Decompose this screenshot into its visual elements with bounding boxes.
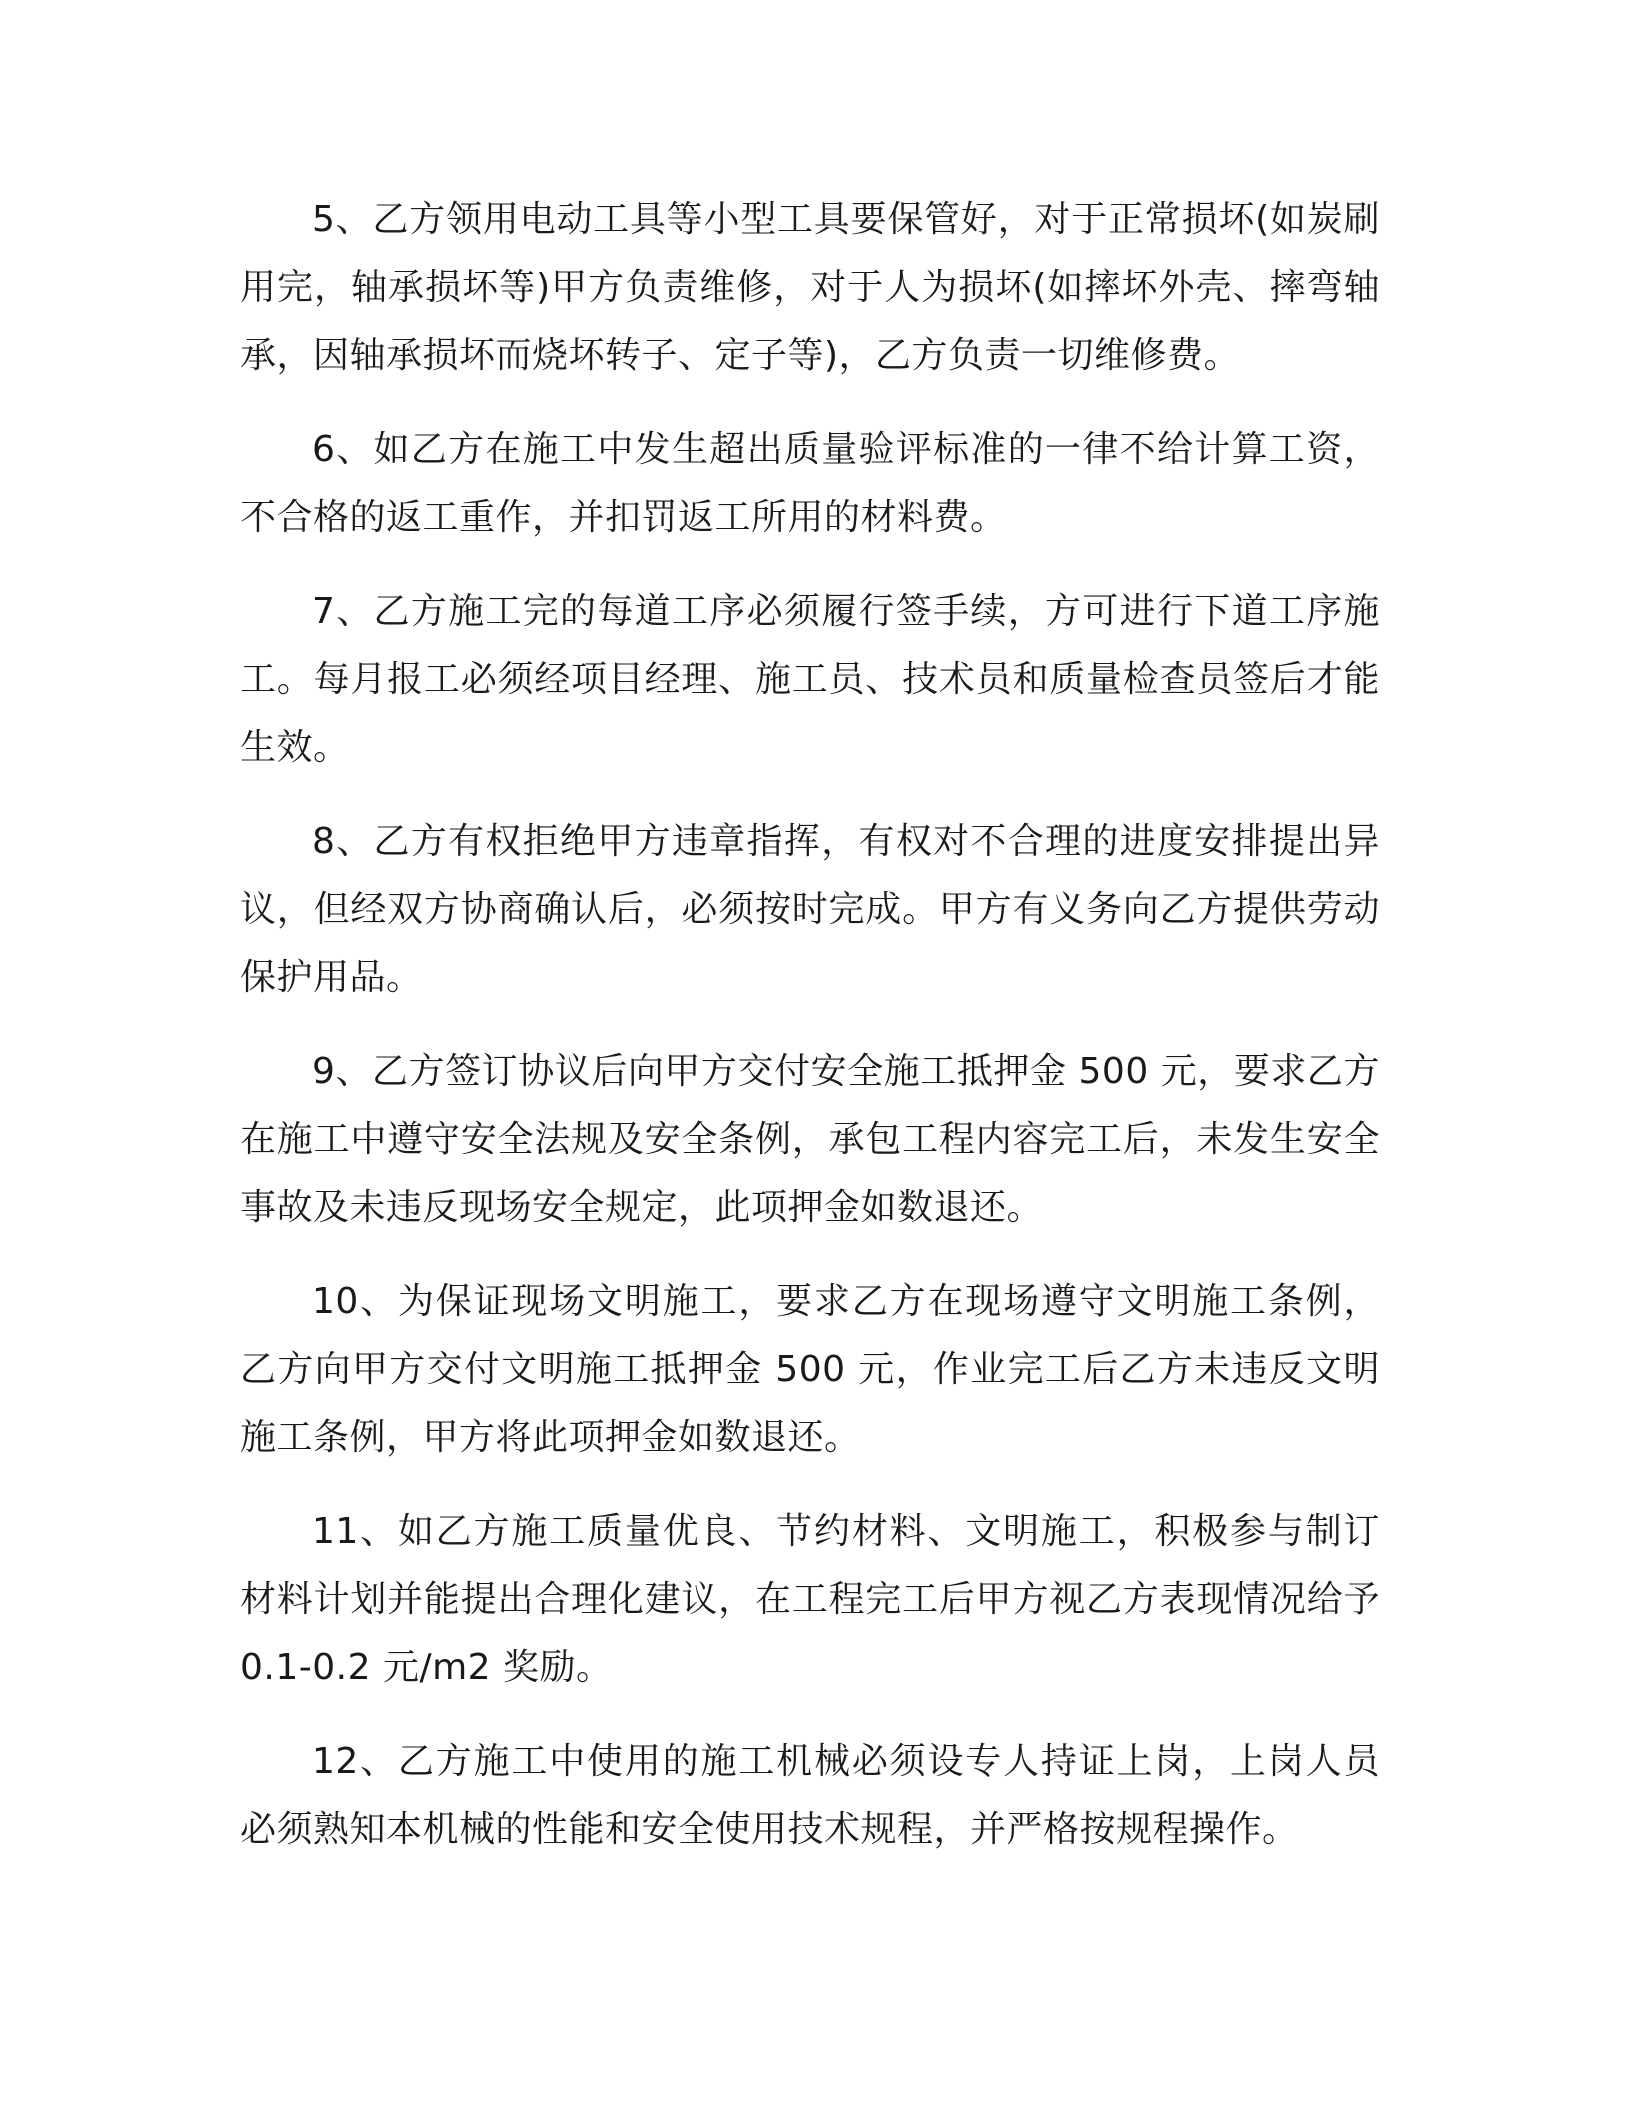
document-body	[240, 186, 1380, 1890]
clause-6: 6、如乙方在施工中发生超出质量验评标准的一律不给计算工资，不合格的返工重作，并扣罚返工所用的材料费。	[240, 429, 1380, 538]
clause-10: 10、为保证现场文明施工，要求乙方在现场遵守文明施工条例，乙方向甲方交付文明施工抵押金 500 元，作业完工后乙方未违反文明施工条例，甲方将此项押金如数退还。	[240, 1281, 1380, 1458]
clause-11: 11、如乙方施工质量优良、节约材料、文明施工，积极参与制订材料计划并能提出合理化建议，在工程完工后甲方视乙方表现情况给予 0.1-0.2 元/m2 奖励。	[240, 1511, 1380, 1688]
clause-12: 12、乙方施工中使用的施工机械必须设专人持证上岗，上岗人员必须熟知本机械的性能和安全使用技术规程，并严格按规程操作。	[240, 1741, 1380, 1850]
clause-8: 8、乙方有权拒绝甲方违章指挥，有权对不合理的进度安排提出异议，但经双方协商确认后，必须按时完成。甲方有义务向乙方提供劳动保护用品。	[240, 821, 1380, 998]
clause-7: 7、乙方施工完的每道工序必须履行签手续，方可进行下道工序施工。每月报工必须经项目经理、施工员、技术员和质量检查员签后才能生效。	[240, 591, 1380, 768]
clause-5: 5、乙方领用电动工具等小型工具要保管好，对于正常损坏(如炭刷用完，轴承损坏等)甲方负责维修，对于人为损坏(如摔坏外壳、摔弯轴承，因轴承损坏而烧坏转子、定子等)，乙方负责一切维修费。	[240, 199, 1380, 376]
clause-9: 9、乙方签订协议后向甲方交付安全施工抵押金 500 元，要求乙方在施工中遵守安全法规及安全条例，承包工程内容完工后，未发生安全事故及未违反现场安全规定，此项押金如数退还。	[240, 1051, 1380, 1228]
